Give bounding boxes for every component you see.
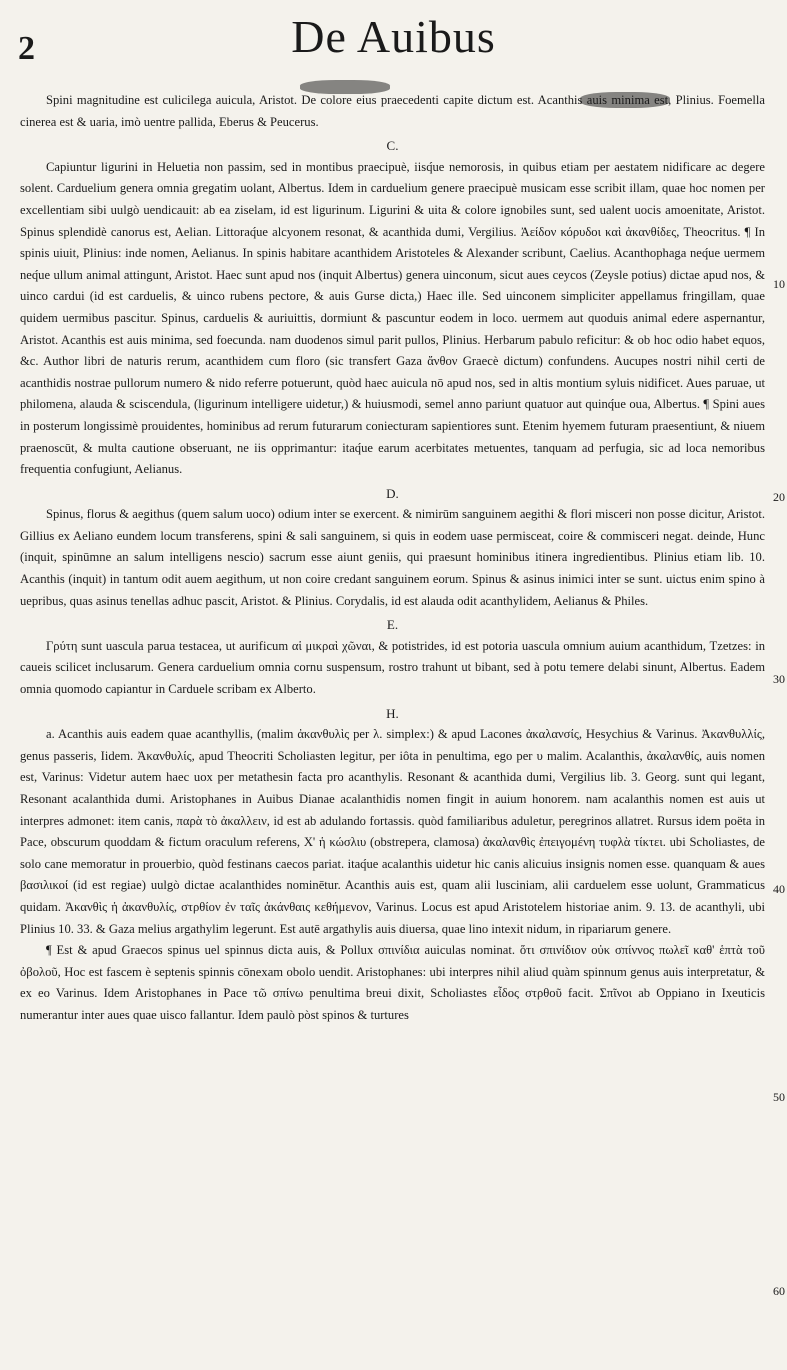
body-text bbox=[20, 90, 765, 1027]
margin-line-number: 20 bbox=[773, 490, 785, 504]
margin-line-number: 10 bbox=[773, 277, 785, 291]
section-heading-h: H. bbox=[386, 705, 399, 721]
paragraph: ¶ Est & apud Graecos spinus uel spinnus dicta auis, & Pollux σπινίδια auiculas nominat. ὅτι σπινίδιον οὐκ σπίννος πωλεῖ καθ' ἑπτὰ τοῦ ὀβολοῦ, Hoc est fascem è septenis spinnis cōnexam obolo uendit. Aristophanes: ubi interpres nihil aliud quàm spinnum genus auis interpretatur, & ex eo Varinus. Idem Aristophanes in Pace τῶ σπίνω penultima breui dixit, Scholiastes εἶδος στρθοῦ facit. Σπῖνοι ab Oppiano in Ixeuticis numerantur inter aues quae uisco fallantur. Idem paulò pòst spinos & turtures bbox=[20, 943, 765, 1022]
paragraph: Spinus, florus & aegithus (quem salum uoco) odium inter se exercent. & nimirūm sanguinem aegithi & flori misceri non posse dicitur, Aristot. Gillius ex Aeliano eundem locum transferens, spini & sali sanguinem, si quis in eodem uase permisceat, coire & commisceri negat. deinde, Hunc (inquit, spinūmne an salum intelligens nescio) sacrum esse aiunt geniis, qui praesunt hominibus itinera ingredientibus. Plinius etiam lib. 10. Acanthis (inquit) in tantum odit auem aegithum, ut non coire credant sanguinem eorum. Spinus & asinus inimici inter se sunt. uictus enim spino à uepribus, quas asinus tenellas adhuc pascit, Aristot. & Plinius. Corydalis, id est alauda odit acanthylidem, Aelianus & Philes. bbox=[20, 507, 765, 608]
margin-line-number: 40 bbox=[773, 882, 785, 896]
section-heading-e: E. bbox=[386, 617, 399, 633]
paragraph: Spini magnitudine est culicilega auicula, Aristot. De colore eius praecedenti capite dictum est. Acanthis auis minima est, Plinius. Foemella cinerea est & uaria, imò uentre pallida, Eberus & Peucerus. bbox=[20, 93, 765, 129]
page-number: 2 bbox=[18, 30, 35, 67]
margin-line-number: 30 bbox=[773, 672, 785, 686]
section-heading-d: D. bbox=[386, 485, 399, 501]
margin-line-number: 50 bbox=[773, 1090, 785, 1104]
paragraph: a. Acanthis auis eadem quae acanthyllis, (malim ἀκανθυλὶς per λ. simplex:) & apud Lacones ἀκαλανσίς, Hesychius & Varinus. Ἀκανθυλλίς, genus passeris, Iidem. Ἀκανθυλίς, apud Theocriti Scholiasten legitur, per iôta in penultima, ego per υ malim. Acalanthis, ἀκαλανθίς, auis nomen est, Varinus: Videtur autem haec uox per metathesin facta pro acanthylis. Resonant & acanthida dumi, Vergilius lib. 3. Georg. sunt qui legant, Resonant acalanthida dumi. Aristophanes in Auibus Dianae acalanthidis nomen fingit in auium honorem. nam acalanthis nomen est auis ut interpres admonet: item canis, παρὰ τὸ ἀκαλλειν, id est ab adulando fortassis. quòd familiaribus aduletur, peregrinos allatret. Rursus idem poëta in Pace, obscurum quoddam & fictum oraculum referens, Χ' ἡ κώσλιυ (obstrepera, clamosa) ἀκαλανθὶς ἐπειγομένη τυφλὰ τίκτει. ubi Scholiastes, de solo cane memoratur in prouerbio, quòd festinans caecos pariat. itaq́ue acalanthis uidetur hic canis alicuius insignis nomen esse. quanquam & aues βασιλικοί (id est regiae) uulgò dictae acalanthides nominētur. Acanthis auis est, quam alii lusciniam, alii carduelem esse uolunt, Grammaticus quidam. Ἀκανθὶς ἡ ἀκανθυλίς, στρθίον ἐν ταῖς ἀκάνθαις κεθήμενον, Varinus. Locus est apud Aristotelem historiae anim. 9. 13. de acanthyli, ubi Plinius 10. 33. & Gaza melius argathylim legerunt. Est autē argathylis auis diuersa, quae lino intexit nidum, in ripariarum genere. bbox=[20, 727, 765, 936]
margin-line-number: 60 bbox=[773, 1284, 785, 1298]
paragraph: Γρύτη sunt uascula parua testacea, ut aurificum αἱ μικραὶ χῶναι, & potistrides, id est potoria uascula omnium auium acanthidum, Tzetzes: in caueis scilicet inclusarum. Genera carduelium omnia cornu suspensum, rostro trahunt ut bibant, sed à potu temere delabi sinunt, Albertus. Eadem omnia quomodo capiantur in Carduele scribam ex Alberto. bbox=[20, 638, 765, 697]
page-title: De Auibus bbox=[291, 11, 496, 62]
section-heading-c: C. bbox=[386, 138, 399, 154]
paragraph: Capiuntur ligurini in Heluetia non passim, sed in montibus praecipuè, iisq́ue nemorosis, in quibus etiam per aestatem nidificare ac degere solent. Carduelium genera omnia gregatim uolant, Albertus. Idem in carduelium genere praecipuè musicam esse scribit illam, quae hoc nomen per excellentiam sibi uulgò uendicauit: ab ea ziselam, id est ligurinum. Ligurini & uita & colore ignobiles sunt, sed ualent uocis amoenitate, Aristot. Spinus splendidè canorus est, Aelian. Littoraq́ue alcyonem resonat, & acanthida dumi, Vergilius. Ἀείδον κόρυδοι καὶ ἀκανθίδες, Theocritus. ¶ In spinis uiuit, Plinius: inde nomen, Aelianus. In spinis habitare acanthidem Aristoteles & Alexander scribunt, Caelius. Acanthophaga neq́ue uermem neq́ue ullum animal attingunt, Aristot. Haec sunt apud nos (inquit Albertus) genera uinconum, sicut aues ceycos (Zeysle potius) dictae apud nos, & uinco cardui (id est carduelis, & uinco rubens pectore, & auis Gurse dicta,) Haec ille. Sed uinconem simpliciter appellamus fringillam, quae quidem uermibus pascitur. Spinus, carduelis & auriuittis, dormiunt & pascuntur eodem in loco. uermem aut quoduis animal edere aspernantur, Aristot. Acanthis est auis minima, sed foecunda. nam duodenos simul parit pullos, Plinius. Herbarum pabulo reficitur: & ob hoc odio habet equos, &c. Author libri de naturis rerum, acanthidem cum floro (sic transfert Gaza ἄνθον Graecè dictum) confundens. Aucupes nostri nihil certi de acanthidis nostrae pullorum numero & nido referre potuerunt, quòd haec auicula nō apud nos, sed in altis montium syluis nidificet. Aues paruae, ut philomena, alauda & sciscendula, (ligurinum intelligere uidetur,) & huiusmodi, semel anno pariunt quatuor aut quinq́ue oua, Albertus. ¶ Spini aues in posterum longissimè prouidentes, hominibus ad rerum futurarum coniecturam sapientiores sunt. Etenim hyemem futuram praesentiunt, & niuem praenoscūt, & multa cautione obseruant, ne iis opprimantur: itaq́ue earum acerbitates metuentes, tanquam ad perfugia, sic ad loca nemoribus frequentia confugiunt, Aelianus. bbox=[20, 159, 765, 477]
